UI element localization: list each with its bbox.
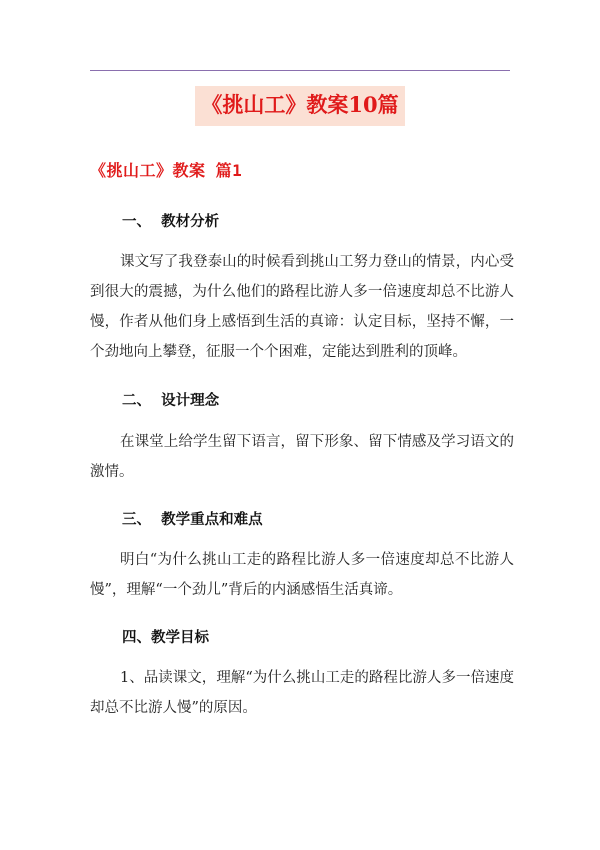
- document-title: 《挑山工》教案10篇: [195, 86, 404, 126]
- header-divider: [90, 70, 510, 71]
- paragraph-teaching-goals: 1、品读课文，理解“为什么挑山工走的路程比游人多一倍速度却总不比游人慢”的原因。: [90, 670, 514, 716]
- heading-teaching-goals: 四、教学目标: [122, 630, 209, 646]
- section-title: 《挑山工》教案 篇1: [90, 161, 243, 180]
- heading-textbook-analysis: 一、 教材分析: [122, 214, 220, 230]
- paragraph-textbook-analysis: 课文写了我登泰山的时候看到挑山工努力登山的情景，内心受到很大的震撼，为什么他们的路程比游人多一倍速度却总不比游人慢，作者从他们身上感悟到生活的真谛：认定目标，坚持不懈，一个劲地向上攀登，征服一个个困难，定能达到胜利的顶峰。: [90, 254, 514, 360]
- paragraph-key-points: 明白“为什么挑山工走的路程比游人多一倍速度却总不比游人慢”，理解“一个劲儿”背后的内涵感悟生活真谛。: [90, 552, 514, 598]
- heading-key-points: 三、 教学重点和难点: [122, 512, 263, 528]
- heading-design-concept: 二、 设计理念: [122, 393, 220, 409]
- paragraph-design-concept: 在课堂上给学生留下语言，留下形象、留下情感及学习语文的激情。: [90, 434, 514, 480]
- title-container: [0, 86, 600, 126]
